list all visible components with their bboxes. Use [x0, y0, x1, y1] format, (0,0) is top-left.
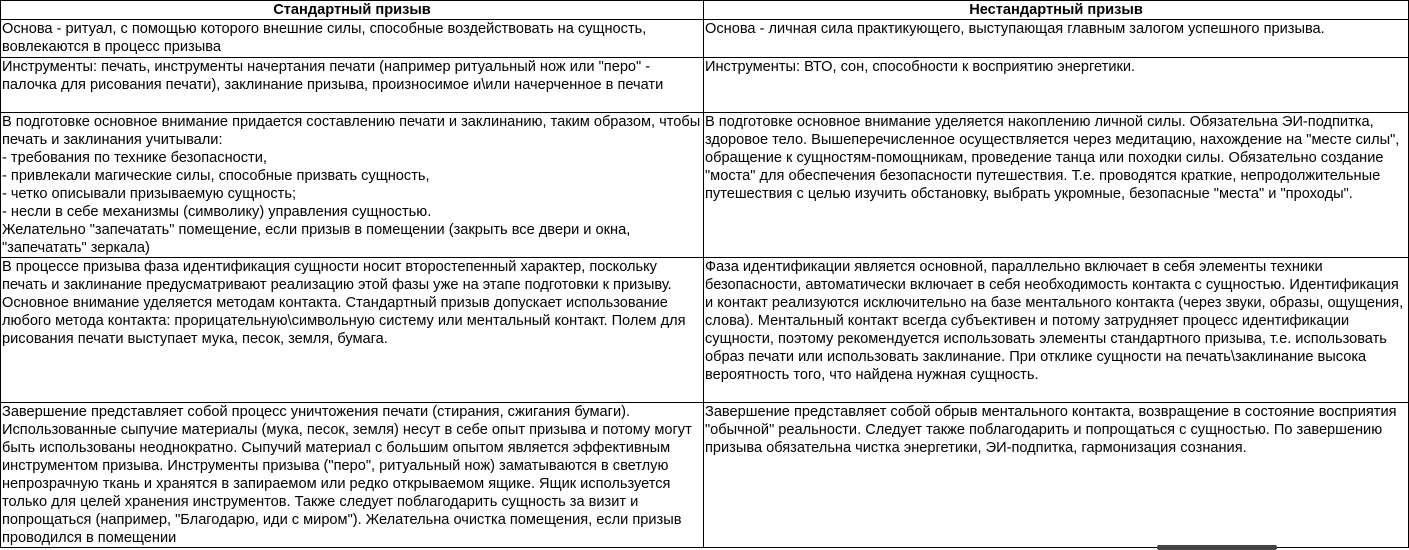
table-row-tools [1, 58, 1409, 113]
table-row-basis [1, 20, 1409, 58]
horizontal-scrollbar-thumb[interactable] [1157, 545, 1277, 550]
cell-standard-process: В процессе призыва фаза идентификация сущности носит второстепенный характер, поскольку печать и заклинание предусматривают реализацию этой фазы уже на этапе подготовки к призыву. Основное внимание уделяется методам контакта. Стандартный призыв допускает использование любого метода контакта: прорицательную\символьную систему или ментальный контакт. Полем для рисования печати выступает мука, песок, земля, бумага. [1, 258, 704, 403]
cell-nonstandard-preparation: В подготовке основное внимание уделяется накоплению личной силы. Обязательна ЭИ-подпитка, здоровое тело. Вышеперечисленное осуществляется через медитацию, нахождение на "месте силы", обращение к сущностям-помощникам, проведение танца или походки силы. Обязательно создание "моста" для обеспечения безопасности путешествия. Т.е. проводятся краткие, непродолжительные путешествия с целью изучить обстановку, выбрать укромные, безопасные "места" и "проходы". [704, 113, 1409, 258]
cell-standard-preparation: В подготовке основное внимание придается составлению печати и заклинанию, таким образом, чтобы печать и заклинания учитывали: - требования по технике безопасности, - привлекали магические силы, способные призвать сущность, - четко описывали призываемую сущность; - несли в себе механизмы (символику) управления сущностью. Желательно "запечатать" помещение, если призыв в помещении (закрыть все двери и окна, "запечатать" зеркала) [1, 113, 704, 258]
cell-nonstandard-completion: Завершение представляет собой обрыв ментального контакта, возвращение в состояние восприятия "обычной" реальности. Следует также поблагодарить и попрощаться с сущностью. По завершению призыва обязательна чистка энергетики, ЭИ-подпитка, гармонизация сознания. [704, 403, 1409, 548]
cell-standard-basis: Основа - ритуал, с помощью которого внешние силы, способные воздействовать на сущность, вовлекаются в процесс призыва [1, 20, 704, 58]
cell-standard-tools: Инструменты: печать, инструменты начертания печати (например ритуальный нож или "перо" - палочка для рисования печати), заклинание призыва, произносимое и\или начерченное в печати [1, 58, 704, 113]
header-nonstandard: Нестандартный призыв [704, 1, 1409, 20]
cell-standard-completion: Завершение представляет собой процесс уничтожения печати (стирания, сжигания бумаги). Использованные сыпучие материалы (мука, песок, земля) несут в себе опыт призыва и потому могут быть использованы неоднократно. Сыпучий материал с большим опытом является эффективным инструментом призыва. Инструменты призыва ("перо", ритуальный нож) заматываются в светлую непрозрачную ткань и хранятся в запираемом или редко открываемом ящике. Ящик используется только для целей хранения инструментов. Также следует поблагодарить сущность за визит и попрощаться (например, "Благодарю, иди с миром"). Желательна очистка помещения, если призыв проводился в помещении [1, 403, 704, 548]
table-row-process [1, 258, 1409, 403]
cell-nonstandard-tools: Инструменты: ВТО, сон, способности к восприятию энергетики. [704, 58, 1409, 113]
cell-nonstandard-process: Фаза идентификации является основной, параллельно включает в себя элементы техники безопасности, автоматически включает в себя необходимость контакта с сущностью. Идентификация и контакт реализуются исключительно на базе ментального контакта (через звуки, образы, ощущения, слова). Ментальный контакт всегда субъективен и потому затрудняет процесс идентификации сущности, поэтому рекомендуется использовать элементы стандартного призыва, т.е. использовать образ печати или использовать заклинание. При отклике сущности на печать\заклинание высока вероятность того, что найдена нужная сущность. [704, 258, 1409, 403]
header-row [1, 1, 1409, 20]
cell-nonstandard-basis: Основа - личная сила практикующего, выступающая главным залогом успешного призыва. [704, 20, 1409, 58]
table-row-preparation [1, 113, 1409, 258]
table-row-completion [1, 403, 1409, 548]
header-standard: Стандартный призыв [1, 1, 704, 20]
